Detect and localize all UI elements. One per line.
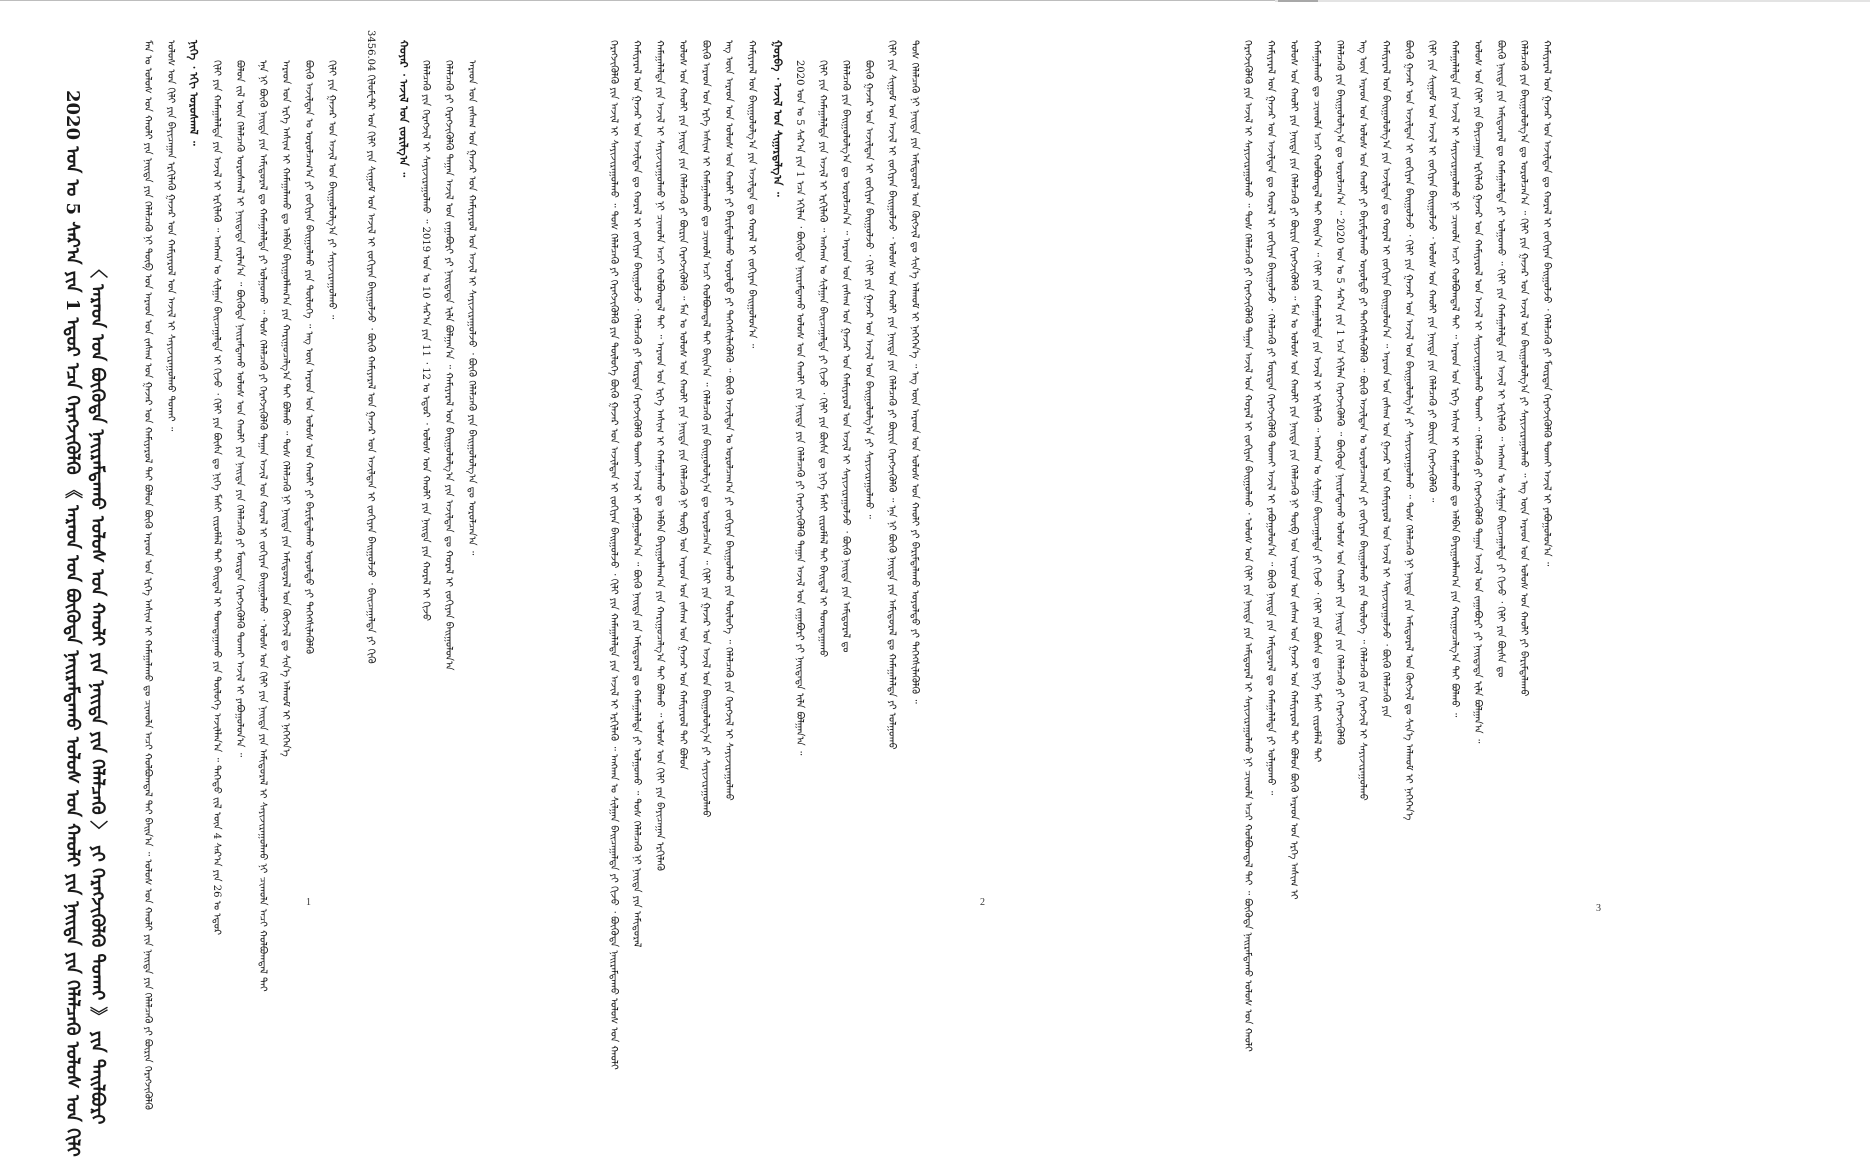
page1-text-column: ᠤᠯᠤᠰ ᠤᠨ ᠬᠢᠯᠢ ᠶᠢᠨ ᠪᠠᠶᠢᠴᠠᠭᠠᠨ ᠡᠷᠬᠢᠯᠡᠬᠦ ᠭᠠᠵᠠᠷ ᠤᠨ ᠬᠠᠮᠢᠶᠠᠷᠤᠯ ᠤᠨ ᠠᠵᠢᠯ ᠢ ᠰᠠᠶᠢᠵᠢᠷᠠᠭᠤᠯᠬᠤ ᠲᠤᠬᠠᠢ ᠃ xyxy=(165,40,176,432)
page3-text-column: ᠤᠯᠤᠰ ᠤᠨ ᠬᠠᠤᠯᠢ ᠶᠢᠨ ᠨᠡᠢᠲᠡ ᠶᠢᠨ ᠬᠡᠯᠡᠯᠴᠡᠬᠦ ᠶᠢ ᠪᠦᠷᠢᠨ ᠬᠡᠷᠡᠭᠵᠢᠭᠦᠯᠬᠦ ᠃ ᠮᠠᠨ ᠤ ᠤᠯᠤᠰ ᠤᠨ ᠬᠠᠤᠯᠢ ᠶᠢᠨ ᠨᠡᠢᠲᠡ ᠶᠢᠨ ᠬᠡᠯᠡᠯᠴᠡᠬᠦ ᠨᠢ ᠲᠦᠪ ᠤᠨ ᠠᠷᠠᠳ ᠤᠨ ᠵᠠᠰᠠᠭ ᠤᠨ ᠭᠠᠵᠠᠷ ᠤᠨ ᠬᠠᠮᠢᠶᠠᠷᠤᠯ ᠲᠠᠢ ᠪᠣᠯᠤᠨ ᠪᠦᠬᠦ ᠠᠷᠠᠳ ᠤᠨ ᠡᠷᠬᠡ ᠠᠰᠢᠭ ᠢ xyxy=(1288,40,1299,900)
page2-text-column: ᠪᠦᠬᠦ ᠭᠠᠵᠠᠷ ᠤᠨ ᠠᠵᠢᠯᠲᠠᠨ ᠢ ᠵᠣᠬᠢᠶᠠᠨ ᠪᠠᠢᠭᠤᠯᠵᠤ ᠂ ᠬᠢᠯᠢ ᠶᠢᠨ ᠭᠠᠵᠠᠷ ᠤᠨ ᠠᠵᠢᠯ ᠤᠨ ᠪᠠᠢᠭᠤᠯᠤᠯᠭ᠎ᠠ ᠶᠢ ᠰᠠᠶᠢᠵᠢᠷᠠᠭᠤᠯᠬᠤ ᠃ xyxy=(863,60,874,519)
page1-text-column: ᠪᠣᠯᠤᠨ ᠵᠢᠯ ᠦᠨ ᠬᠡᠯᠡᠯᠴᠡᠬᠦ ᠤᠷᠤᠰᠬᠠᠯ ᠢ ᠨᠡᠢᠲᠡᠳᠡ ᠵᠠᠷᠯᠠᠨ᠎ᠠ ᠃ ᠪᠦᠭᠦᠳᠡ ᠨᠠᠢᠷᠠᠮᠳᠠᠬᠤ ᠤᠯᠤᠰ ᠤᠨ ᠬᠠᠤᠯᠢ ᠶᠢᠨ ᠨᠡᠢᠲᠡ ᠶᠢᠨ ᠬᠡᠯᠡᠯᠴᠡᠬᠦ ᠶᠢ ᠮᠥᠷᠳᠡᠨ ᠬᠡᠷᠡᠭᠵᠢᠭᠦᠯᠬᠦ ᠲᠤᠬᠠᠢ ᠠᠵᠢᠯ ᠢ ᠶᠠᠪᠤᠭᠤᠯᠤᠨ᠎ᠠ ᠃ xyxy=(234,60,245,758)
page1-text-column: ᠬᠡᠯᠡᠯᠴᠡᠬᠦ ᠶᠢᠨ ᠬᠡᠷᠡᠭᠵᠢᠯ ᠢ ᠰᠠᠶᠢᠵᠢᠷᠠᠭᠤᠯᠬᠤ ᠃ 2019 ᠣᠨ ᠤ 10 ᠰᠠᠷ᠎ᠠ ᠶᠢᠨ 11 ᠂ 12 ᠤ ᠡᠳᠦᠷ ᠂ ᠤᠯᠤᠰ ᠤᠨ ᠬᠠᠤᠯᠢ ᠶᠢᠨ ᠨᠡᠢᠲᠡ ᠶᠢᠨ ᠬᠤᠷᠠᠯ ᠢ ᠬᠢᠵᠦ xyxy=(420,60,431,622)
page1-text-column: ᠮᠠᠨ ᠤ ᠤᠯᠤᠰ ᠤᠨ ᠬᠠᠤᠯᠢ ᠶᠢᠨ ᠨᠡᠢᠲᠡ ᠶᠢᠨ ᠬᠡᠯᠡᠯᠴᠡᠬᠦ ᠨᠢ ᠲᠦᠪ ᠤᠨ ᠠᠷᠠᠳ ᠤᠨ ᠵᠠᠰᠠᠭ ᠤᠨ ᠭᠠᠵᠠᠷ ᠤᠨ ᠬᠠᠮᠢᠶᠠᠷᠤᠯ ᠲᠠᠢ ᠪᠣᠯᠤᠨ ᠪᠦᠬᠦ ᠠᠷᠠᠳ ᠤᠨ ᠡᠷᠬᠡ ᠠᠰᠢᠭ ᠢ ᠬᠠᠮᠠᠭᠠᠯᠠᠬᠤ ᠳᠤ ᠴᠢᠬᠤᠯᠠ ᠠᠴᠢ ᠬᠣᠯᠪᠣᠭᠳᠠᠯ ᠲᠠᠢ ᠪᠠᠢᠨ᠎ᠠ ᠃ ᠤᠯᠤᠰ ᠤᠨ ᠬᠠᠤᠯᠢ ᠶᠢᠨ ᠨᠡᠢᠲᠡ ᠶᠢᠨ ᠬᠡᠯᠡᠯᠴᠡᠬᠦ ᠶᠢ ᠪᠦᠷᠢᠨ ᠬᠡᠷᠡᠭᠵᠢᠭᠦᠯᠬᠦ xyxy=(142,40,153,1110)
page1-text-column: ᠠᠷᠠᠳ ᠤᠨ ᠵᠠᠰᠠᠭ ᠤᠨ ᠭᠠᠵᠠᠷ ᠤᠨ ᠬᠠᠮᠢᠶᠠᠷᠤᠯ ᠤᠨ ᠠᠵᠢᠯ ᠢ ᠰᠠᠶᠢᠵᠢᠷᠠᠭᠤᠯᠵᠤ ᠂ ᠪᠦᠬᠦ ᠬᠡᠯᠡᠯᠴᠡᠬᠦ ᠶᠢᠨ ᠪᠠᠢᠭᠤᠯᠤᠯᠭ᠎ᠠ ᠳᠤ ᠣᠷᠤᠯᠴᠠᠨ᠎ᠠ ᠃ xyxy=(466,60,477,556)
page2-text-column: ᠬᠠᠮᠠᠭᠠᠯᠠᠯᠲᠠ ᠶᠢᠨ ᠠᠵᠢᠯ ᠢ ᠰᠠᠶᠢᠵᠢᠷᠠᠭᠤᠯᠬᠤ ᠨᠢ ᠴᠢᠬᠤᠯᠠ ᠠᠴᠢ ᠬᠣᠯᠪᠣᠭᠳᠠᠯ ᠲᠠᠢ ᠃ ᠠᠷᠠᠳ ᠤᠨ ᠡᠷᠬᠡ ᠠᠰᠢᠭ ᠢ ᠬᠠᠮᠠᠭᠠᠯᠠᠬᠤ ᠳᠤ ᠠᠯᠪᠠᠨ ᠪᠠᠶᠢᠭᠤᠯᠯᠠᠭ᠎ᠠ ᠶᠢᠨ ᠬᠠᠷᠢᠭᠤᠴᠠᠯᠭ᠎ᠠ ᠲᠠᠢ ᠪᠣᠯᠬᠤ ᠃ ᠤᠯᠤᠰ ᠤᠨ ᠬᠢᠯᠢ ᠶᠢᠨ ᠪᠠᠶᠢᠴᠠᠭᠠᠨ ᠡᠷᠬᠢᠯᠡᠬᠦ xyxy=(654,40,665,871)
page1-text-column: 2020 ᠣᠨ ᠤ 5 ᠰᠠᠷ᠎ᠠ ᠶᠢᠨ 1 ᠡᠳᠦᠷ ᠡᠴᠡ ᠬᠡᠷᠡᠭᠵᠢᠭᠦᠯᠬᠦ 《 ᠠᠷᠠᠳ ᠤᠨ ᠪᠦᠭᠦᠳᠡ ᠨᠠᠢᠷᠠᠮᠳᠠᠬᠤ ᠤᠯᠤᠰ ᠤᠨ ᠬᠠᠤᠯᠢ ᠶᠢᠨ ᠨᠡᠢᠲᠡ ᠶᠢᠨ ᠬᠡᠯᠡᠯᠴᠡᠬᠦ ᠤᠯᠤᠰ ᠤᠨ ᠬᠢᠯᠢ xyxy=(62,90,83,1157)
page3-text-column: ᠡᠩ ᠦᠨ ᠠᠷᠠᠳ ᠤᠨ ᠤᠯᠤᠰ ᠤᠨ ᠬᠠᠤᠯᠢ ᠶᠢ ᠪᠠᠷᠢᠮᠲᠠᠯᠠᠬᠤ ᠤᠶᠤᠯᠲᠤ ᠶᠢ ᠳᠡᠭᠡᠭᠰᠢᠯᠡᠭᠦᠯᠬᠦ ᠃ ᠪᠦᠬᠦ ᠠᠵᠢᠯᠲᠠᠨ ᠤ ᠣᠷᠤᠯᠴᠠᠭ᠎ᠠ ᠶᠢ ᠵᠣᠬᠢᠶᠠᠨ ᠪᠠᠢᠭᠤᠯᠬᠤ ᠶᠢᠨ ᠲᠥᠯᠥᠭᠡ ᠃ ᠬᠡᠯᠡᠯᠴᠡᠬᠦ ᠶᠢᠨ ᠬᠡᠷᠡᠭᠵᠢᠯ ᠢ ᠰᠠᠶᠢᠵᠢᠷᠠᠭᠤᠯᠬᠤ xyxy=(1357,40,1368,801)
page2-text-column: ᠲᠤᠰ ᠬᠡᠯᠡᠯᠴᠡᠬᠦ ᠨᠢ ᠨᠡᠢᠲᠡ ᠶᠢᠨ ᠠᠮᠢᠳᠤᠷᠠᠯ ᠤᠨ ᠬᠥᠭᠵᠢᠯ ᠳᠤ ᠰᠢᠨ᠎ᠡ ᠠᠯᠬᠤᠮ ᠢ ᠨᠡᠭᠡᠭᠡᠨ᠎ᠡ ᠃ ᠡᠩ ᠦᠨ ᠠᠷᠠᠳ ᠤᠨ ᠤᠯᠤᠰ ᠤᠨ ᠬᠠᠤᠯᠢ ᠶᠢ ᠪᠠᠷᠢᠮᠲᠠᠯᠠᠬᠤ ᠤᠶᠤᠯᠲᠤ ᠶᠢ ᠳᠡᠭᠡᠭᠰᠢᠯᠡᠭᠦᠯᠬᠦ ᠃ xyxy=(909,40,920,704)
page3-text-column: ᠬᠠᠮᠢᠶᠠᠷᠠᠯ ᠤᠨ ᠭᠠᠵᠠᠷ ᠤᠨ ᠠᠵᠢᠯᠲᠠᠨ ᠳᠤ ᠬᠤᠷᠠᠯ ᠢ ᠵᠣᠬᠢᠶᠠᠨ ᠪᠠᠢᠭᠤᠯᠵᠤ ᠂ ᠬᠡᠯᠡᠯᠴᠡᠬᠦ ᠶᠢ ᠮᠥᠷᠳᠡᠨ ᠬᠡᠷᠡᠭᠵᠢᠭᠦᠯᠬᠦ ᠲᠤᠬᠠᠢ ᠠᠵᠢᠯ ᠢ ᠶᠠᠪᠤᠭᠤᠯᠤᠨ᠎ᠠ ᠃ xyxy=(1541,40,1552,567)
page2-text-column: ᠬᠠᠮᠢᠶᠠᠷᠠᠯ ᠤᠨ ᠪᠠᠢᠭᠤᠯᠤᠯᠭ᠎ᠠ ᠶᠢᠨ ᠠᠵᠢᠯᠲᠠᠨ ᠳᠤ ᠬᠤᠷᠠᠯ ᠢ ᠵᠣᠬᠢᠶᠠᠨ ᠪᠠᠢᠭᠤᠯᠤᠨ᠎ᠠ ᠃ xyxy=(746,40,757,349)
page1-text-column: ᠠᠷᠠᠳ ᠤᠨ ᠡᠷᠬᠡ ᠠᠰᠢᠭ ᠢ ᠬᠠᠮᠠᠭᠠᠯᠠᠬᠤ ᠳᠤ ᠠᠯᠪᠠᠨ ᠪᠠᠶᠢᠭᠤᠯᠯᠠᠭ᠎ᠠ ᠶᠢᠨ ᠬᠠᠷᠢᠭᠤᠴᠠᠯᠭ᠎ᠠ ᠲᠠᠢ ᠪᠣᠯᠬᠤ ᠃ ᠲᠤᠰ ᠬᠡᠯᠡᠯᠴᠡᠬᠦ ᠨᠢ ᠨᠡᠢᠲᠡ ᠶᠢᠨ ᠠᠮᠢᠳᠤᠷᠠᠯ ᠤᠨ ᠬᠥᠭᠵᠢᠯ ᠳᠤ ᠰᠢᠨ᠎ᠡ ᠠᠯᠬᠤᠮ ᠢ ᠨᠡᠭᠡᠭᠡᠨ᠎ᠡ xyxy=(280,60,291,757)
top-rule-marker xyxy=(1278,0,1318,2)
page3-text-column: ᠪᠦᠬᠦ ᠨᠡᠢᠲᠡ ᠶᠢᠨ ᠠᠮᠢᠳᠤᠷᠠᠯ ᠳᠤ ᠬᠠᠮᠠᠭᠠᠯᠠᠯᠲᠠ ᠶᠢ ᠣᠯᠭᠣᠬᠤ ᠃ ᠬᠢᠯᠢ ᠶᠢᠨ ᠬᠠᠮᠠᠭᠠᠯᠠᠯᠲᠠ ᠶᠢᠨ ᠠᠵᠢᠯ ᠢ ᠡᠷᠬᠢᠯᠡᠬᠦ ᠃ ᠠᠩᠬᠠᠨ ᠤ ᠰᠢᠯᠭᠠᠨ ᠪᠠᠢᠴᠠᠭᠠᠯᠲᠠ ᠶᠢ ᠬᠢᠵᠦ ᠂ ᠬᠢᠯᠢ ᠶᠢᠨ ᠪᠦᠰᠡ ᠳᠤ xyxy=(1495,40,1506,678)
page1-text-column: 〈 ᠠᠷᠠᠳ ᠤᠨ ᠪᠦᠭᠦᠳᠡ ᠨᠠᠢᠷᠠᠮᠳᠠᠬᠤ ᠤᠯᠤᠰ ᠤᠨ ᠬᠠᠤᠯᠢ ᠶᠢᠨ ᠨᠡᠢᠲᠡ ᠶᠢᠨ ᠬᠡᠯᠡᠯᠴᠡᠬᠦ 〉 ᠶᠢ ᠬᠡᠷᠡᠭᠵᠢᠭᠦᠯᠬᠦ ᠲᠤᠬᠠᠢ 》 ᠶᠢᠨ ᠲᠠᠢᠯᠪᠤᠷᠢ xyxy=(87,260,108,1125)
page2-text-column: ᠬᠢᠯᠢ ᠶᠢᠨ ᠬᠠᠮᠠᠭᠠᠯᠠᠯᠲᠠ ᠶᠢᠨ ᠠᠵᠢᠯ ᠢ ᠡᠷᠬᠢᠯᠡᠬᠦ ᠃ ᠠᠩᠬᠠᠨ ᠤ ᠰᠢᠯᠭᠠᠨ ᠪᠠᠢᠴᠠᠭᠠᠯᠲᠠ ᠶᠢ ᠬᠢᠵᠦ ᠂ ᠬᠢᠯᠢ ᠶᠢᠨ ᠪᠦᠰᠡ ᠳᠤ ᠨᠢᠭᠡ ᠮᠠᠰᠢ ᠵᠢᠷᠤᠮᠯᠠᠯ ᠲᠠᠢ ᠪᠠᠢᠳᠠᠯ ᠢ ᠲᠣᠭᠲᠠᠭᠠᠬᠤ xyxy=(817,60,828,658)
page3-text-column: ᠬᠠᠮᠢᠶᠠᠷᠠᠯ ᠤᠨ ᠭᠠᠵᠠᠷ ᠤᠨ ᠠᠵᠢᠯᠲᠠᠨ ᠳᠤ ᠬᠤᠷᠠᠯ ᠢ ᠵᠣᠬᠢᠶᠠᠨ ᠪᠠᠢᠭᠤᠯᠵᠤ ᠂ ᠬᠡᠯᠡᠯᠴᠡᠬᠦ ᠶᠢ ᠮᠥᠷᠳᠡᠨ ᠬᠡᠷᠡᠭᠵᠢᠭᠦᠯᠬᠦ ᠲᠤᠬᠠᠢ ᠠᠵᠢᠯ ᠢ ᠶᠠᠪᠤᠭᠤᠯᠤᠨ᠎ᠠ ᠃ ᠪᠦᠬᠦ ᠨᠡᠢᠲᠡ ᠶᠢᠨ ᠠᠮᠢᠳᠤᠷᠠᠯ ᠳᠤ ᠬᠠᠮᠠᠭᠠᠯᠠᠯᠲᠠ ᠶᠢ ᠣᠯᠭᠣᠬᠤ ᠃ xyxy=(1265,40,1276,796)
page3-text-column: ᠬᠡᠯᠡᠯᠴᠡᠬᠦ ᠶᠢᠨ ᠪᠠᠢᠭᠤᠯᠤᠯᠭ᠎ᠠ ᠳᠤ ᠣᠷᠤᠯᠴᠠᠨ᠎ᠠ ᠃ 2020 ᠣᠨ ᠤ 5 ᠰᠠᠷ᠎ᠠ ᠶᠢᠨ 1 ᠡᠴᠡ ᠡᠬᠢᠯᠡᠨ ᠬᠡᠷᠡᠭᠵᠢᠭᠦᠯᠬᠦ ᠃ ᠪᠦᠭᠦᠳᠡ ᠨᠠᠢᠷᠠᠮᠳᠠᠬᠤ ᠤᠯᠤᠰ ᠤᠨ ᠬᠠᠤᠯᠢ ᠶᠢᠨ ᠨᠡᠢᠲᠡ ᠶᠢᠨ ᠬᠡᠯᠡᠯᠴᠡᠬᠦ ᠶᠢ ᠬᠡᠷᠡᠭᠵᠢᠭᠦᠯᠬᠦ xyxy=(1334,40,1345,745)
page1-text-column: ᠬᠣᠶᠠᠷ ᠂ ᠠᠵᠢᠯ ᠤᠨ ᠵᠣᠷᠢᠯᠭ᠎ᠠ ᠃ xyxy=(397,40,410,178)
page1-text-column: ᠬᠡᠯᠡᠯᠴᠡᠬᠦ ᠶᠢ ᠬᠡᠷᠡᠭᠵᠢᠭᠦᠯᠬᠦ ᠳᠠᠭᠠᠨ ᠠᠵᠢᠯ ᠤᠨ ᠵᠠᠭᠠᠪᠤᠷᠢ ᠶᠢ ᠨᠡᠢᠲᠡᠳᠡ ᠢᠯᠡ ᠪᠣᠯᠭᠠᠨ᠎ᠠ ᠃ ᠬᠠᠮᠢᠶᠠᠷᠠᠯ ᠤᠨ ᠪᠠᠢᠭᠤᠯᠤᠯᠭ᠎ᠠ ᠶᠢᠨ ᠠᠵᠢᠯᠲᠠᠨ ᠳᠤ ᠬᠤᠷᠠᠯ ᠢ ᠵᠣᠬᠢᠶᠠᠨ ᠪᠠᠢᠭᠤᠯᠤᠨ᠎ᠠ xyxy=(443,60,454,671)
page1-text-column: 3456.04 ᠬᠢᠯᠣᠮᠧᠲᠷ ᠤᠨ ᠬᠢᠯᠢ ᠶᠢᠨ ᠰᠢᠭᠤᠮ ᠤᠨ ᠠᠵᠢᠯ ᠢ ᠵᠣᠬᠢᠶᠠᠨ ᠪᠠᠢᠭᠤᠯᠵᠤ ᠂ ᠪᠦᠬᠦ ᠬᠠᠮᠢᠶᠠᠷᠠᠯ ᠤᠨ ᠭᠠᠵᠠᠷ ᠤᠨ ᠠᠵᠢᠯᠲᠠᠨ ᠢ ᠵᠣᠬᠢᠶᠠᠨ ᠪᠠᠢᠭᠤᠯᠵᠤ ᠂ ᠪᠠᠢᠴᠠᠭᠠᠯᠲᠠ ᠶᠢ ᠬᠢᠬᠦ xyxy=(365,30,376,664)
page-number: 3 xyxy=(1596,903,1601,914)
page2-text-column: ᠪᠦᠬᠦ ᠠᠷᠠᠳ ᠤᠨ ᠡᠷᠬᠡ ᠠᠰᠢᠭ ᠢ ᠬᠠᠮᠠᠭᠠᠯᠠᠬᠤ ᠳᠤ ᠴᠢᠬᠤᠯᠠ ᠠᠴᠢ ᠬᠣᠯᠪᠣᠭᠳᠠᠯ ᠲᠠᠢ ᠪᠠᠢᠨ᠎ᠠ ᠃ ᠬᠡᠯᠡᠯᠴᠡᠬᠦ ᠶᠢᠨ ᠪᠠᠢᠭᠤᠯᠤᠯᠭ᠎ᠠ ᠳᠤ ᠣᠷᠤᠯᠴᠠᠨ᠎ᠠ ᠃ ᠬᠢᠯᠢ ᠶᠢᠨ ᠭᠠᠵᠠᠷ ᠤᠨ ᠠᠵᠢᠯ ᠤᠨ ᠪᠠᠢᠭᠤᠯᠤᠯᠭ᠎ᠠ ᠶᠢ ᠰᠠᠶᠢᠵᠢᠷᠠᠭᠤᠯᠬᠤ xyxy=(700,40,711,818)
page2-text-column: ᠬᠡᠯᠡᠯᠴᠡᠬᠦ ᠶᠢᠨ ᠪᠠᠢᠭᠤᠯᠤᠯᠭ᠎ᠠ ᠳᠤ ᠣᠷᠤᠯᠴᠠᠨ᠎ᠠ ᠃ ᠠᠷᠠᠳ ᠤᠨ ᠵᠠᠰᠠᠭ ᠤᠨ ᠭᠠᠵᠠᠷ ᠤᠨ ᠬᠠᠮᠢᠶᠠᠷᠤᠯ ᠤᠨ ᠠᠵᠢᠯ ᠢ ᠰᠠᠶᠢᠵᠢᠷᠠᠭᠤᠯᠵᠤ ᠂ ᠪᠦᠬᠦ ᠨᠡᠢᠲᠡ ᠶᠢᠨ ᠠᠮᠢᠳᠤᠷᠠᠯ ᠳᠤ xyxy=(840,60,851,653)
page3-text-column: ᠬᠡᠷᠡᠭᠵᠢᠭᠦᠯᠬᠦ ᠶᠢᠨ ᠠᠵᠢᠯ ᠢ ᠰᠠᠶᠢᠵᠢᠷᠠᠭᠤᠯᠬᠤ ᠃ ᠲᠤᠰ ᠬᠡᠯᠡᠯᠴᠡᠬᠦ ᠶᠢ ᠬᠡᠷᠡᠭᠵᠢᠭᠦᠯᠬᠦ ᠳᠠᠭᠠᠨ ᠠᠵᠢᠯ ᠤᠨ ᠬᠤᠷᠠᠯ ᠢ ᠵᠣᠬᠢᠶᠠᠨ ᠪᠠᠢᠭᠤᠯᠬᠤ ᠂ ᠤᠯᠤᠰ ᠤᠨ ᠬᠢᠯᠢ ᠶᠢᠨ ᠨᠡᠢᠲᠡ ᠶᠢᠨ ᠠᠮᠢᠳᠤᠷᠠᠯ ᠢ ᠰᠠᠶᠢᠵᠢᠷᠠᠭᠤᠯᠬᠤ ᠨᠢ ᠴᠢᠬᠤᠯᠠ ᠠᠴᠢ ᠬᠣᠯᠪᠣᠭᠳᠠᠯ ᠲᠠᠢ ᠃ ᠪᠦᠭᠦᠳᠡ ᠨᠠᠢᠷᠠᠮᠳᠠᠬᠤ ᠤᠯᠤᠰ ᠤᠨ ᠬᠠᠤᠯᠢ xyxy=(1242,40,1253,1052)
page2-text-column: ᠬᠡᠷᠡᠭᠵᠢᠭᠦᠯᠬᠦ ᠶᠢᠨ ᠠᠵᠢᠯ ᠢ ᠰᠠᠶᠢᠵᠢᠷᠠᠭᠤᠯᠬᠤ ᠃ ᠲᠤᠰ ᠬᠡᠯᠡᠯᠴᠡᠬᠦ ᠶᠢ ᠬᠡᠷᠡᠭᠵᠢᠭᠦᠯᠬᠦ ᠶᠢᠨ ᠲᠥᠯᠥᠭᠡ ᠪᠦᠬᠦ ᠭᠠᠵᠠᠷ ᠤᠨ ᠠᠵᠢᠯᠲᠠᠨ ᠢ ᠵᠣᠬᠢᠶᠠᠨ ᠪᠠᠢᠭᠤᠯᠵᠤ ᠂ ᠬᠢᠯᠢ ᠶᠢᠨ ᠬᠠᠮᠠᠭᠠᠯᠠᠯᠲᠠ ᠶᠢᠨ ᠠᠵᠢᠯ ᠢ ᠡᠷᠬᠢᠯᠡᠬᠦ ᠃ ᠠᠩᠬᠠᠨ ᠤ ᠰᠢᠯᠭᠠᠨ ᠪᠠᠢᠴᠠᠭᠠᠯᠲᠠ ᠶᠢ ᠬᠢᠵᠦ ᠂ ᠪᠦᠭᠦᠳᠡ ᠨᠠᠢᠷᠠᠮᠳᠠᠬᠤ ᠤᠯᠤᠰ ᠤᠨ ᠬᠠᠤᠯᠢ xyxy=(608,40,619,1070)
page3-text-column: ᠬᠢᠯᠢ ᠶᠢᠨ ᠰᠢᠭᠤᠮ ᠤᠨ ᠠᠵᠢᠯ ᠢ ᠵᠣᠬᠢᠶᠠᠨ ᠪᠠᠢᠭᠤᠯᠵᠤ ᠂ ᠤᠯᠤᠰ ᠤᠨ ᠬᠠᠤᠯᠢ ᠶᠢᠨ ᠨᠡᠢᠲᠡ ᠶᠢᠨ ᠬᠡᠯᠡᠯᠴᠡᠬᠦ ᠶᠢ ᠪᠦᠷᠢᠨ ᠬᠡᠷᠡᠭᠵᠢᠭᠦᠯᠬᠦ ᠃ xyxy=(1426,40,1437,503)
page3-text-column: ᠤᠯᠤᠰ ᠤᠨ ᠬᠢᠯᠢ ᠶᠢᠨ ᠪᠠᠶᠢᠴᠠᠭᠠᠨ ᠡᠷᠬᠢᠯᠡᠬᠦ ᠭᠠᠵᠠᠷ ᠤᠨ ᠬᠠᠮᠢᠶᠠᠷᠤᠯ ᠤᠨ ᠠᠵᠢᠯ ᠢ ᠰᠠᠶᠢᠵᠢᠷᠠᠭᠤᠯᠬᠤ ᠲᠤᠬᠠᠢ ᠃ ᠬᠡᠯᠡᠯᠴᠡᠬᠦ ᠶᠢ ᠬᠡᠷᠡᠭᠵᠢᠭᠦᠯᠬᠦ ᠳᠠᠭᠠᠨ ᠠᠵᠢᠯ ᠤᠨ ᠵᠠᠭᠠᠪᠤᠷᠢ ᠶᠢ ᠨᠡᠢᠲᠡᠳᠡ ᠢᠯᠡ ᠪᠣᠯᠭᠠᠨ᠎ᠠ ᠃ xyxy=(1472,40,1483,744)
page2-text-column: ᠬᠠᠮᠢᠶᠠᠷᠠᠯ ᠤᠨ ᠭᠠᠵᠠᠷ ᠤᠨ ᠠᠵᠢᠯᠲᠠᠨ ᠳᠤ ᠬᠤᠷᠠᠯ ᠢ ᠵᠣᠬᠢᠶᠠᠨ ᠪᠠᠢᠭᠤᠯᠵᠤ ᠂ ᠬᠡᠯᠡᠯᠴᠡᠬᠦ ᠶᠢ ᠮᠥᠷᠳᠡᠨ ᠬᠡᠷᠡᠭᠵᠢᠭᠦᠯᠬᠦ ᠲᠤᠬᠠᠢ ᠠᠵᠢᠯ ᠢ ᠶᠠᠪᠤᠭᠤᠯᠤᠨ᠎ᠠ ᠃ ᠪᠦᠬᠦ ᠨᠡᠢᠲᠡ ᠶᠢᠨ ᠠᠮᠢᠳᠤᠷᠠᠯ ᠳᠤ ᠬᠠᠮᠠᠭᠠᠯᠠᠯᠲᠠ ᠶᠢ ᠣᠯᠭᠣᠬᠤ ᠃ ᠲᠤᠰ ᠬᠡᠯᠡᠯᠴᠡᠬᠦ ᠨᠢ ᠨᠡᠢᠲᠡ ᠶᠢᠨ ᠠᠮᠢᠳᠤᠷᠠᠯ xyxy=(631,40,642,948)
page1-text-column: ᠬᠢᠯᠢ ᠶᠢᠨ ᠭᠠᠵᠠᠷ ᠤᠨ ᠠᠵᠢᠯ ᠤᠨ ᠪᠠᠢᠭᠤᠯᠤᠯᠭ᠎ᠠ ᠶᠢ ᠰᠠᠶᠢᠵᠢᠷᠠᠭᠤᠯᠬᠤ ᠃ xyxy=(326,60,337,320)
page3-text-column: ᠬᠠᠮᠠᠭᠠᠯᠠᠬᠤ ᠳᠤ ᠴᠢᠬᠤᠯᠠ ᠠᠴᠢ ᠬᠣᠯᠪᠣᠭᠳᠠᠯ ᠲᠠᠢ ᠪᠠᠢᠨ᠎ᠠ ᠃ ᠬᠢᠯᠢ ᠶᠢᠨ ᠬᠠᠮᠠᠭᠠᠯᠠᠯᠲᠠ ᠶᠢᠨ ᠠᠵᠢᠯ ᠢ ᠡᠷᠬᠢᠯᠡᠬᠦ ᠃ ᠠᠩᠬᠠᠨ ᠤ ᠰᠢᠯᠭᠠᠨ ᠪᠠᠢᠴᠠᠭᠠᠯᠲᠠ ᠶᠢ ᠬᠢᠵᠦ ᠂ ᠬᠢᠯᠢ ᠶᠢᠨ ᠪᠦᠰᠡ ᠳᠤ ᠨᠢᠭᠡ ᠮᠠᠰᠢ ᠵᠢᠷᠤᠮᠯᠠᠯ ᠲᠠᠢ xyxy=(1311,40,1322,763)
document-page-2 xyxy=(625,8,1260,1052)
page2-text-column: ᠡᠩ ᠦᠨ ᠠᠷᠠᠳ ᠤᠨ ᠤᠯᠤᠰ ᠤᠨ ᠬᠠᠤᠯᠢ ᠶᠢ ᠪᠠᠷᠢᠮᠲᠠᠯᠠᠬᠤ ᠤᠶᠤᠯᠲᠤ ᠶᠢ ᠳᠡᠭᠡᠭᠰᠢᠯᠡᠭᠦᠯᠬᠦ ᠃ ᠪᠦᠬᠦ ᠠᠵᠢᠯᠲᠠᠨ ᠤ ᠣᠷᠤᠯᠴᠠᠭ᠎ᠠ ᠶᠢ ᠵᠣᠬᠢᠶᠠᠨ ᠪᠠᠢᠭᠤᠯᠬᠤ ᠶᠢᠨ ᠲᠥᠯᠥᠭᠡ ᠃ ᠬᠡᠯᠡᠯᠴᠡᠬᠦ ᠶᠢᠨ ᠬᠡᠷᠡᠭᠵᠢᠯ ᠢ ᠰᠠᠶᠢᠵᠢᠷᠠᠭᠤᠯᠬᠤ xyxy=(723,40,734,801)
page2-text-column: ᠭᠤᠷᠪᠠ ᠂ ᠠᠵᠢᠯ ᠤᠨ ᠰᠢᠭᠠᠷᠳᠠᠯᠭ᠎ᠠ ᠃ xyxy=(771,40,784,197)
page1-text-column: ᠬᠢᠯᠢ ᠶᠢᠨ ᠬᠠᠮᠠᠭᠠᠯᠠᠯᠲᠠ ᠶᠢᠨ ᠠᠵᠢᠯ ᠢ ᠡᠷᠬᠢᠯᠡᠬᠦ ᠃ ᠠᠩᠬᠠᠨ ᠤ ᠰᠢᠯᠭᠠᠨ ᠪᠠᠢᠴᠠᠭᠠᠯᠲᠠ ᠢ ᠬᠢᠵᠦ ᠂ ᠬᠢᠯᠢ ᠶᠢᠨ ᠪᠦᠰᠡ ᠳᠤ ᠨᠢᠭᠡ ᠮᠠᠰᠢ ᠵᠢᠷᠤᠮᠯᠠᠯ ᠲᠠᠢ ᠪᠠᠢᠳᠠᠯ ᠢ ᠲᠣᠭᠲᠠᠭᠠᠬᠤ ᠶᠢᠨ ᠲᠥᠯᠥᠭᠡ ᠠᠵᠢᠯᠯᠠᠨ᠎ᠠ ᠃ ᠳᠡᠭᠡᠳᠦ ᠵᠢᠯ ᠦᠨ 4 ᠰᠠᠷ᠎ᠠ ᠶᠢᠨ 26 ᠤ ᠡᠳᠦᠷ xyxy=(211,60,222,935)
top-rule-highlight xyxy=(1275,0,1870,2)
page2-text-column: ᠤᠯᠤᠰ ᠤᠨ ᠬᠠᠤᠯᠢ ᠶᠢᠨ ᠨᠡᠢᠲᠡ ᠶᠢᠨ ᠬᠡᠯᠡᠯᠴᠡᠬᠦ ᠶᠢ ᠪᠦᠷᠢᠨ ᠬᠡᠷᠡᠭᠵᠢᠭᠦᠯᠬᠦ ᠃ ᠮᠠᠨ ᠤ ᠤᠯᠤᠰ ᠤᠨ ᠬᠠᠤᠯᠢ ᠶᠢᠨ ᠨᠡᠢᠲᠡ ᠶᠢᠨ ᠬᠡᠯᠡᠯᠴᠡᠬᠦ ᠨᠢ ᠲᠦᠪ ᠤᠨ ᠠᠷᠠᠳ ᠤᠨ ᠵᠠᠰᠠᠭ ᠤᠨ ᠭᠠᠵᠠᠷ ᠤᠨ ᠬᠠᠮᠢᠶᠠᠷᠤᠯ ᠲᠠᠢ ᠪᠣᠯᠤᠨ xyxy=(677,40,688,770)
page3-text-column: ᠬᠠᠮᠢᠶᠠᠷᠠᠯ ᠤᠨ ᠪᠠᠢᠭᠤᠯᠤᠯᠭ᠎ᠠ ᠶᠢᠨ ᠠᠵᠢᠯᠲᠠᠨ ᠳᠤ ᠬᠤᠷᠠᠯ ᠢ ᠵᠣᠬᠢᠶᠠᠨ ᠪᠠᠢᠭᠤᠯᠤᠨ᠎ᠠ ᠃ ᠠᠷᠠᠳ ᠤᠨ ᠵᠠᠰᠠᠭ ᠤᠨ ᠭᠠᠵᠠᠷ ᠤᠨ ᠬᠠᠮᠢᠶᠠᠷᠤᠯ ᠤᠨ ᠠᠵᠢᠯ ᠢ ᠰᠠᠶᠢᠵᠢᠷᠠᠭᠤᠯᠵᠤ ᠂ ᠪᠦᠬᠦ ᠬᠡᠯᠡᠯᠴᠡᠬᠦ ᠶᠢᠨ xyxy=(1380,40,1391,718)
page-number: 2 xyxy=(980,897,985,908)
page3-text-column: ᠪᠦᠬᠦ ᠭᠠᠵᠠᠷ ᠤᠨ ᠠᠵᠢᠯᠲᠠᠨ ᠢ ᠵᠣᠬᠢᠶᠠᠨ ᠪᠠᠢᠭᠤᠯᠵᠤ ᠂ ᠬᠢᠯᠢ ᠶᠢᠨ ᠭᠠᠵᠠᠷ ᠤᠨ ᠠᠵᠢᠯ ᠤᠨ ᠪᠠᠢᠭᠤᠯᠤᠯᠭ᠎ᠠ ᠶᠢ ᠰᠠᠶᠢᠵᠢᠷᠠᠭᠤᠯᠬᠤ ᠃ ᠲᠤᠰ ᠬᠡᠯᠡᠯᠴᠡᠬᠦ ᠨᠢ ᠨᠡᠢᠲᠡ ᠶᠢᠨ ᠠᠮᠢᠳᠤᠷᠠᠯ ᠤᠨ ᠬᠥᠭᠵᠢᠯ ᠳᠤ ᠰᠢᠨ᠎ᠡ ᠠᠯᠬᠤᠮ ᠢ ᠨᠡᠭᠡᠭᠡᠨ᠎ᠡ xyxy=(1403,40,1414,821)
page3-text-column: ᠬᠠᠮᠠᠭᠠᠯᠠᠯᠲᠠ ᠶᠢᠨ ᠠᠵᠢᠯ ᠢ ᠰᠠᠶᠢᠵᠢᠷᠠᠭᠤᠯᠬᠤ ᠨᠢ ᠴᠢᠬᠤᠯᠠ ᠠᠴᠢ ᠬᠣᠯᠪᠣᠭᠳᠠᠯ ᠲᠠᠢ ᠃ ᠠᠷᠠᠳ ᠤᠨ ᠡᠷᠬᠡ ᠠᠰᠢᠭ ᠢ ᠬᠠᠮᠠᠭᠠᠯᠠᠬᠤ ᠳᠤ ᠠᠯᠪᠠᠨ ᠪᠠᠶᠢᠭᠤᠯᠯᠠᠭ᠎ᠠ ᠶᠢᠨ ᠬᠠᠷᠢᠭᠤᠴᠠᠯᠭ᠎ᠠ ᠲᠠᠢ ᠪᠣᠯᠬᠤ ᠃ xyxy=(1449,40,1460,718)
page2-text-column: 2020 ᠣᠨ ᠤ 5 ᠰᠠᠷ᠎ᠠ ᠶᠢᠨ 1 ᠡᠴᠡ ᠡᠬᠢᠯᠡᠨ ᠂ ᠪᠦᠭᠦᠳᠡ ᠨᠠᠢᠷᠠᠮᠳᠠᠬᠤ ᠤᠯᠤᠰ ᠤᠨ ᠬᠠᠤᠯᠢ ᠶᠢᠨ ᠨᠡᠢᠲᠡ ᠶᠢᠨ ᠬᠡᠯᠡᠯᠴᠡᠬᠦ ᠶᠢ ᠬᠡᠷᠡᠭᠵᠢᠭᠦᠯᠬᠦ ᠳᠠᠭᠠᠨ ᠠᠵᠢᠯ ᠤᠨ ᠵᠠᠭᠠᠪᠤᠷᠢ ᠶᠢ ᠨᠡᠢᠲᠡᠳᠡ ᠢᠯᠡ ᠪᠣᠯᠭᠠᠨ᠎ᠠ ᠃ xyxy=(794,60,805,756)
document-page-3 xyxy=(1260,8,1870,923)
page3-text-column: ᠬᠡᠯᠡᠯᠴᠡᠬᠦ ᠶᠢᠨ ᠪᠠᠢᠭᠤᠯᠤᠯᠭ᠎ᠠ ᠳᠤ ᠣᠷᠤᠯᠴᠠᠨ᠎ᠠ ᠃ ᠬᠢᠯᠢ ᠶᠢᠨ ᠭᠠᠵᠠᠷ ᠤᠨ ᠠᠵᠢᠯ ᠤᠨ ᠪᠠᠢᠭᠤᠯᠤᠯᠭ᠎ᠠ ᠶᠢ ᠰᠠᠶᠢᠵᠢᠷᠠᠭᠤᠯᠬᠤ ᠃ ᠡᠩ ᠦᠨ ᠠᠷᠠᠳ ᠤᠨ ᠤᠯᠤᠰ ᠤᠨ ᠬᠠᠤᠯᠢ ᠶᠢ ᠪᠠᠷᠢᠮᠲᠠᠯᠠᠬᠤ xyxy=(1518,40,1529,697)
page2-text-column: ᠬᠢᠯᠢ ᠶᠢᠨ ᠰᠢᠭᠤᠮ ᠤᠨ ᠠᠵᠢᠯ ᠢ ᠵᠣᠬᠢᠶᠠᠨ ᠪᠠᠢᠭᠤᠯᠵᠤ ᠂ ᠤᠯᠤᠰ ᠤᠨ ᠬᠠᠤᠯᠢ ᠶᠢᠨ ᠨᠡᠢᠲᠡ ᠶᠢᠨ ᠬᠡᠯᠡᠯᠴᠡᠬᠦ ᠶᠢ ᠪᠦᠷᠢᠨ ᠬᠡᠷᠡᠭᠵᠢᠭᠦᠯᠬᠦ ᠃ ᠡᠨᠡ ᠨᠢ ᠪᠦᠬᠦ ᠨᠡᠢᠲᠡ ᠶᠢᠨ ᠠᠮᠢᠳᠤᠷᠠᠯ ᠳᠤ ᠬᠠᠮᠠᠭᠠᠯᠠᠯᠲᠠ ᠶᠢ ᠣᠯᠭᠣᠬᠤ xyxy=(886,40,897,750)
page1-text-column: ᠨᠢᠭᠡ ᠂ ᠡᠬᠢ ᠤᠷᠤᠰᠬᠠᠯ ᠃ xyxy=(187,40,200,146)
page1-text-column: ᠡᠨᠡ ᠨᠢ ᠪᠦᠬᠦ ᠨᠡᠢᠲᠡ ᠶᠢᠨ ᠠᠮᠢᠳᠤᠷᠠᠯ ᠳᠤ ᠬᠠᠮᠠᠭᠠᠯᠠᠯᠲᠠ ᠶᠢ ᠣᠯᠭᠣᠬᠤ ᠃ ᠲᠤᠰ ᠬᠡᠯᠡᠯᠴᠡᠬᠦ ᠶᠢ ᠬᠡᠷᠡᠭᠵᠢᠭᠦᠯᠬᠦ ᠳᠠᠭᠠᠨ ᠠᠵᠢᠯ ᠤᠨ ᠬᠤᠷᠠᠯ ᠢ ᠵᠣᠬᠢᠶᠠᠨ ᠪᠠᠢᠭᠤᠯᠬᠤ ᠂ ᠤᠯᠤᠰ ᠤᠨ ᠬᠢᠯᠢ ᠶᠢᠨ ᠨᠡᠢᠲᠡ ᠶᠢᠨ ᠠᠮᠢᠳᠤᠷᠠᠯ ᠢ ᠰᠠᠶᠢᠵᠢᠷᠠᠭᠤᠯᠬᠤ ᠨᠢ ᠴᠢᠬᠤᠯᠠ ᠠᠴᠢ ᠬᠣᠯᠪᠣᠭᠳᠠᠯ ᠲᠠᠢ xyxy=(257,60,268,992)
page-number: 1 xyxy=(306,897,311,908)
page1-text-column: ᠪᠦᠬᠦ ᠠᠵᠢᠯᠲᠠᠨ ᠤ ᠣᠷᠤᠯᠴᠠᠭ᠎ᠠ ᠶᠢ ᠵᠣᠬᠢᠶᠠᠨ ᠪᠠᠢᠭᠤᠯᠬᠤ ᠶᠢᠨ ᠲᠥᠯᠥᠭᠡ ᠃ ᠡᠩ ᠦᠨ ᠠᠷᠠᠳ ᠤᠨ ᠤᠯᠤᠰ ᠤᠨ ᠬᠠᠤᠯᠢ ᠶᠢ ᠪᠠᠷᠢᠮᠲᠠᠯᠠᠬᠤ ᠤᠶᠤᠯᠲᠤ ᠶᠢ ᠳᠡᠭᠡᠭᠰᠢᠯᠡᠭᠦᠯᠬᠦ xyxy=(303,60,314,655)
